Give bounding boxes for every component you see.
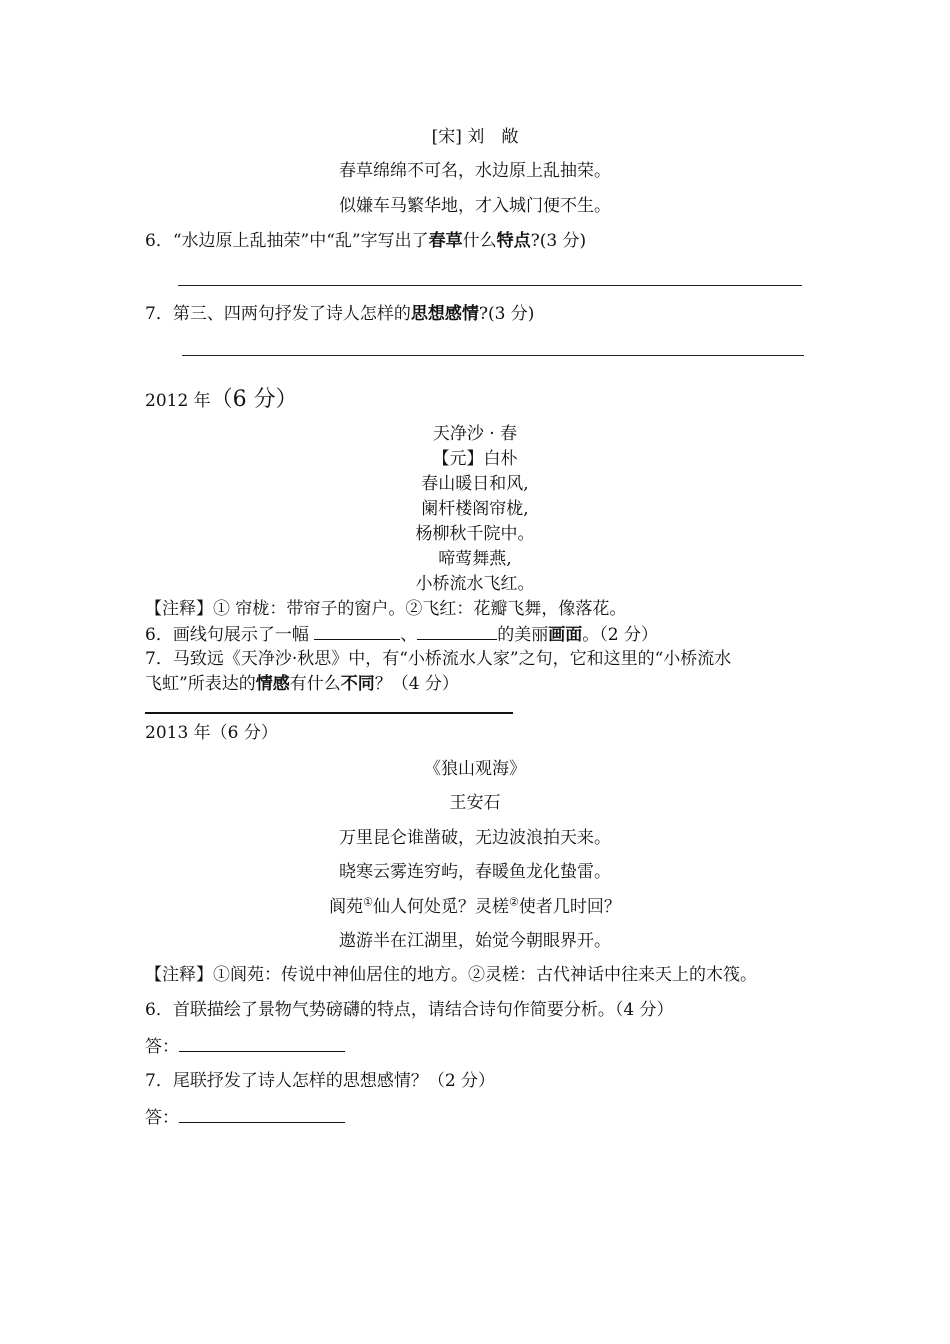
annotation: 【注释】① 帘栊：带帘子的窗户。②飞红：花瓣飞舞，像落花。 [145, 599, 627, 619]
question-6: 6．“水边原上乱抽荣”中“乱”字写出了春草什么特点?(3 分) [145, 231, 587, 251]
question-6: 6．首联描绘了景物气势磅礴的特点，请结合诗句作简要分析。（4 分） [145, 1000, 674, 1020]
section-year: 2013 年（6 分） [145, 723, 278, 743]
poem-title: 《狼山观海》 [424, 759, 526, 779]
fill-blank[interactable] [417, 623, 497, 640]
poem-line: 杨柳秋千院中。 [415, 524, 535, 544]
poem-title: 天净沙 · 春 [432, 424, 518, 444]
answer-line[interactable] [178, 285, 802, 286]
answer-label: 答： [145, 1108, 179, 1128]
poem-author: 【元】白朴 [432, 449, 518, 469]
poem-line: 晓寒云雾连穷屿，春暖鱼龙化蛰雷。 [339, 862, 611, 882]
answer-row [145, 1106, 345, 1129]
poem-line: 啼莺舞燕, [438, 549, 512, 569]
poem-line: 小桥流水飞红。 [415, 574, 535, 594]
answer-blank[interactable] [179, 1035, 345, 1052]
poem-line: 万里昆仑谁凿破，无边波浪拍天来。 [339, 828, 611, 848]
question-6: 6．画线句展示了一幅 、 的美丽画面。（2 分） [145, 625, 658, 645]
answer-line[interactable] [182, 355, 804, 356]
answer-row [145, 1035, 345, 1058]
poem-author: 王安石 [449, 793, 501, 813]
question-7: 7．第三、四两句抒发了诗人怎样的思想感情?(3 分) [145, 304, 535, 324]
poem-line: 阆苑①仙人何处觅？灵槎②使者几时回？ [329, 895, 621, 917]
answer-blank[interactable] [179, 1106, 345, 1123]
poem-line: 似嫌车马繁华地，才入城门便不生。 [339, 196, 611, 216]
answer-label: 答： [145, 1037, 179, 1057]
annotation: 【注释】①阆苑：传说中神仙居住的地方。②灵槎：古代神话中往来天上的木筏。 [145, 965, 757, 985]
question-7: 7．尾联抒发了诗人怎样的思想感情？（2 分） [145, 1071, 496, 1091]
answer-line[interactable] [145, 712, 513, 714]
poem-line: 阑杆楼阁帘栊, [421, 499, 529, 519]
question-7-line1: 7．马致远《天净沙·秋思》中，有“小桥流水人家”之句，它和这里的“小桥流水 [145, 649, 732, 669]
poem-line: 春山暖日和风, [421, 474, 529, 494]
question-7-line2: 飞虹”所表达的情感有什么不同？（4 分） [145, 674, 459, 694]
poem-line: 遨游半在江湖里，始觉今朝眼界开。 [339, 931, 611, 951]
poem-author: [宋] 刘 敞 [431, 127, 519, 147]
section-year: 2012 年（6 分） [145, 387, 298, 412]
poem-line: 春草绵绵不可名，水边原上乱抽荣。 [339, 161, 611, 181]
fill-blank[interactable] [314, 623, 400, 640]
